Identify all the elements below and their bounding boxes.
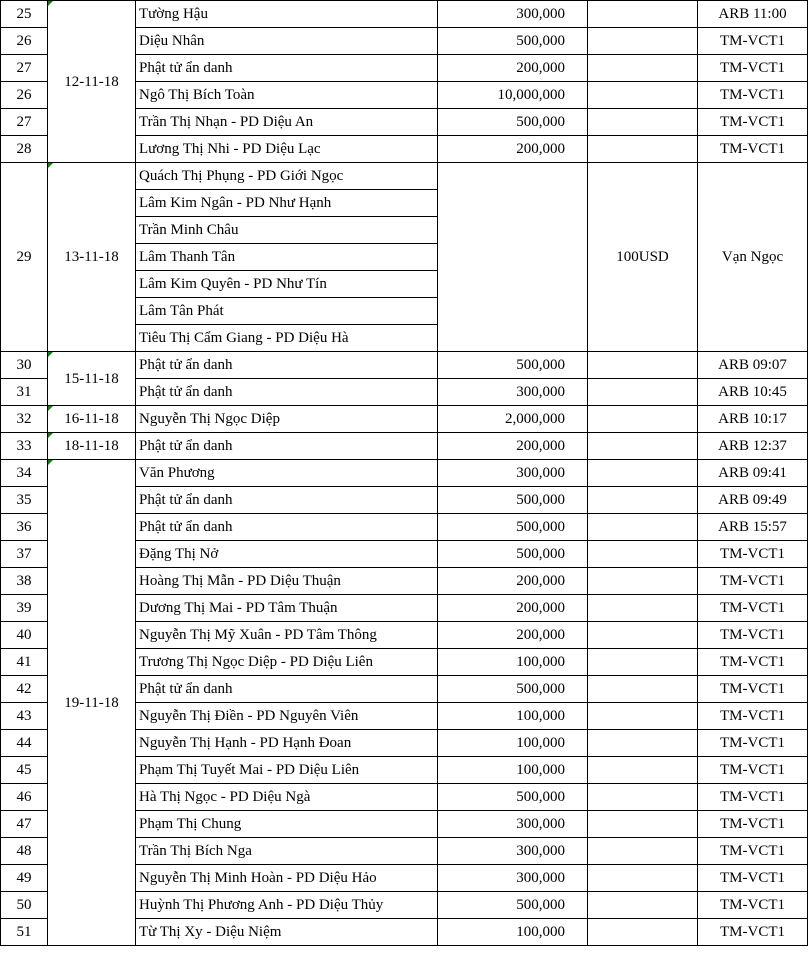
- usd-amount: [588, 676, 698, 703]
- usd-amount: [588, 541, 698, 568]
- note: ARB 15:57: [698, 514, 808, 541]
- amount: 200,000: [438, 55, 588, 82]
- amount: 300,000: [438, 865, 588, 892]
- donor-name: Trần Thị Nhạn - PD Diệu An: [136, 109, 438, 136]
- row-number: 49: [1, 865, 48, 892]
- date-cell: 12-11-18: [48, 1, 136, 163]
- amount: 500,000: [438, 28, 588, 55]
- date-cell: 16-11-18: [48, 406, 136, 433]
- donor-name: Lương Thị Nhi - PD Diệu Lạc: [136, 136, 438, 163]
- amount: 500,000: [438, 892, 588, 919]
- amount: 100,000: [438, 757, 588, 784]
- amount: 100,000: [438, 730, 588, 757]
- donor-name: Lâm Kim Quyên - PD Như Tín: [136, 271, 438, 298]
- amount: 200,000: [438, 622, 588, 649]
- table-row: [1, 460, 808, 487]
- usd-amount: [588, 919, 698, 946]
- amount: 300,000: [438, 838, 588, 865]
- row-number: 37: [1, 541, 48, 568]
- usd-amount: [588, 352, 698, 379]
- amount: 500,000: [438, 676, 588, 703]
- note: TM-VCT1: [698, 784, 808, 811]
- donor-name: Lâm Kim Ngân - PD Như Hạnh: [136, 190, 438, 217]
- row-number: 28: [1, 136, 48, 163]
- row-number: 42: [1, 676, 48, 703]
- row-number: 45: [1, 757, 48, 784]
- donor-name: Diệu Nhân: [136, 28, 438, 55]
- note: TM-VCT1: [698, 595, 808, 622]
- usd-amount: [588, 703, 698, 730]
- note: ARB 10:17: [698, 406, 808, 433]
- amount: 200,000: [438, 595, 588, 622]
- usd-amount: [588, 811, 698, 838]
- note: TM-VCT1: [698, 649, 808, 676]
- donor-name: Phạm Thị Tuyết Mai - PD Diệu Liên: [136, 757, 438, 784]
- table-row: [1, 163, 808, 190]
- date-cell: 19-11-18: [48, 460, 136, 946]
- donor-name: Đặng Thị Nở: [136, 541, 438, 568]
- usd-amount: [588, 892, 698, 919]
- note: ARB 09:07: [698, 352, 808, 379]
- note: TM-VCT1: [698, 55, 808, 82]
- note: ARB 12:37: [698, 433, 808, 460]
- donor-name: Lâm Thanh Tân: [136, 244, 438, 271]
- amount: 500,000: [438, 784, 588, 811]
- amount: 300,000: [438, 379, 588, 406]
- usd-amount: [588, 757, 698, 784]
- amount: 100,000: [438, 703, 588, 730]
- row-number: 50: [1, 892, 48, 919]
- note: TM-VCT1: [698, 568, 808, 595]
- row-number: 47: [1, 811, 48, 838]
- donor-name: Phật tử ẩn danh: [136, 433, 438, 460]
- note: TM-VCT1: [698, 622, 808, 649]
- row-number: 31: [1, 379, 48, 406]
- donor-name: Hà Thị Ngọc - PD Diệu Ngà: [136, 784, 438, 811]
- donor-name: Huỳnh Thị Phương Anh - PD Diệu Thủy: [136, 892, 438, 919]
- row-number: 26: [1, 28, 48, 55]
- usd-amount: [588, 595, 698, 622]
- donor-name: Phật tử ẩn danh: [136, 514, 438, 541]
- usd-amount: 100USD: [588, 163, 698, 352]
- donor-name: Trần Minh Châu: [136, 217, 438, 244]
- donor-name: Hoàng Thị Mẫn - PD Diệu Thuận: [136, 568, 438, 595]
- usd-amount: [588, 136, 698, 163]
- note: ARB 09:41: [698, 460, 808, 487]
- usd-amount: [588, 568, 698, 595]
- table-row: [1, 352, 808, 379]
- row-number: 29: [1, 163, 48, 352]
- note: TM-VCT1: [698, 109, 808, 136]
- donor-name: Nguyễn Thị Ngọc Diệp: [136, 406, 438, 433]
- note: TM-VCT1: [698, 757, 808, 784]
- row-number: 34: [1, 460, 48, 487]
- usd-amount: [588, 1, 698, 28]
- amount: 300,000: [438, 1, 588, 28]
- donor-name: Phật tử ẩn danh: [136, 676, 438, 703]
- donor-name: Trương Thị Ngọc Diệp - PD Diệu Liên: [136, 649, 438, 676]
- donor-name: Phật tử ẩn danh: [136, 352, 438, 379]
- donor-name: Ngô Thị Bích Toàn: [136, 82, 438, 109]
- amount: 500,000: [438, 514, 588, 541]
- usd-amount: [588, 622, 698, 649]
- amount: 2,000,000: [438, 406, 588, 433]
- usd-amount: [588, 514, 698, 541]
- usd-amount: [588, 433, 698, 460]
- row-number: 25: [1, 1, 48, 28]
- donor-name: Dương Thị Mai - PD Tâm Thuận: [136, 595, 438, 622]
- note: TM-VCT1: [698, 838, 808, 865]
- note: TM-VCT1: [698, 28, 808, 55]
- note: ARB 09:49: [698, 487, 808, 514]
- date-cell: 18-11-18: [48, 433, 136, 460]
- amount: 500,000: [438, 109, 588, 136]
- donor-name: Phật tử ẩn danh: [136, 55, 438, 82]
- amount: [438, 163, 588, 352]
- row-number: 26: [1, 82, 48, 109]
- date-cell: 15-11-18: [48, 352, 136, 406]
- amount: 10,000,000: [438, 82, 588, 109]
- usd-amount: [588, 55, 698, 82]
- note: TM-VCT1: [698, 865, 808, 892]
- row-number: 30: [1, 352, 48, 379]
- note: ARB 11:00: [698, 1, 808, 28]
- row-number: 44: [1, 730, 48, 757]
- amount: 200,000: [438, 136, 588, 163]
- row-number: 40: [1, 622, 48, 649]
- usd-amount: [588, 838, 698, 865]
- donor-name: Quách Thị Phụng - PD Giới Ngọc: [136, 163, 438, 190]
- usd-amount: [588, 379, 698, 406]
- row-number: 48: [1, 838, 48, 865]
- note: TM-VCT1: [698, 703, 808, 730]
- usd-amount: [588, 28, 698, 55]
- donor-name: Lâm Tân Phát: [136, 298, 438, 325]
- usd-amount: [588, 406, 698, 433]
- amount: 100,000: [438, 919, 588, 946]
- donor-name: Nguyễn Thị Điền - PD Nguyên Viên: [136, 703, 438, 730]
- donor-name: Nguyễn Thị Minh Hoàn - PD Diệu Hảo: [136, 865, 438, 892]
- amount: 200,000: [438, 433, 588, 460]
- row-number: 36: [1, 514, 48, 541]
- note: TM-VCT1: [698, 136, 808, 163]
- usd-amount: [588, 82, 698, 109]
- donor-name: Nguyễn Thị Hạnh - PD Hạnh Đoan: [136, 730, 438, 757]
- amount: 500,000: [438, 352, 588, 379]
- row-number: 46: [1, 784, 48, 811]
- note: TM-VCT1: [698, 82, 808, 109]
- usd-amount: [588, 730, 698, 757]
- table-row: [1, 433, 808, 460]
- row-number: 39: [1, 595, 48, 622]
- table-row: [1, 1, 808, 28]
- row-number: 38: [1, 568, 48, 595]
- note: TM-VCT1: [698, 811, 808, 838]
- donor-name: Phạm Thị Chung: [136, 811, 438, 838]
- donor-name: Từ Thị Xy - Diệu Niệm: [136, 919, 438, 946]
- note: TM-VCT1: [698, 919, 808, 946]
- usd-amount: [588, 649, 698, 676]
- row-number: 27: [1, 109, 48, 136]
- row-number: 51: [1, 919, 48, 946]
- amount: 200,000: [438, 568, 588, 595]
- usd-amount: [588, 460, 698, 487]
- note: ARB 10:45: [698, 379, 808, 406]
- table-row: [1, 406, 808, 433]
- donor-name: Phật tử ẩn danh: [136, 487, 438, 514]
- usd-amount: [588, 487, 698, 514]
- amount: 300,000: [438, 460, 588, 487]
- row-number: 27: [1, 55, 48, 82]
- row-number: 35: [1, 487, 48, 514]
- row-number: 33: [1, 433, 48, 460]
- usd-amount: [588, 109, 698, 136]
- donor-name: Văn Phương: [136, 460, 438, 487]
- amount: 100,000: [438, 649, 588, 676]
- donor-name: Tiêu Thị Cẩm Giang - PD Diệu Hà: [136, 325, 438, 352]
- donor-name: Phật tử ẩn danh: [136, 379, 438, 406]
- row-number: 32: [1, 406, 48, 433]
- amount: 500,000: [438, 541, 588, 568]
- note: TM-VCT1: [698, 541, 808, 568]
- donor-name: Trần Thị Bích Nga: [136, 838, 438, 865]
- usd-amount: [588, 784, 698, 811]
- donor-name: Tường Hậu: [136, 1, 438, 28]
- note: TM-VCT1: [698, 892, 808, 919]
- date-cell: 13-11-18: [48, 163, 136, 352]
- note: TM-VCT1: [698, 730, 808, 757]
- amount: 300,000: [438, 811, 588, 838]
- usd-amount: [588, 865, 698, 892]
- note: TM-VCT1: [698, 676, 808, 703]
- note: Vạn Ngọc: [698, 163, 808, 352]
- row-number: 41: [1, 649, 48, 676]
- row-number: 43: [1, 703, 48, 730]
- donor-name: Nguyễn Thị Mỹ Xuân - PD Tâm Thông: [136, 622, 438, 649]
- amount: 500,000: [438, 487, 588, 514]
